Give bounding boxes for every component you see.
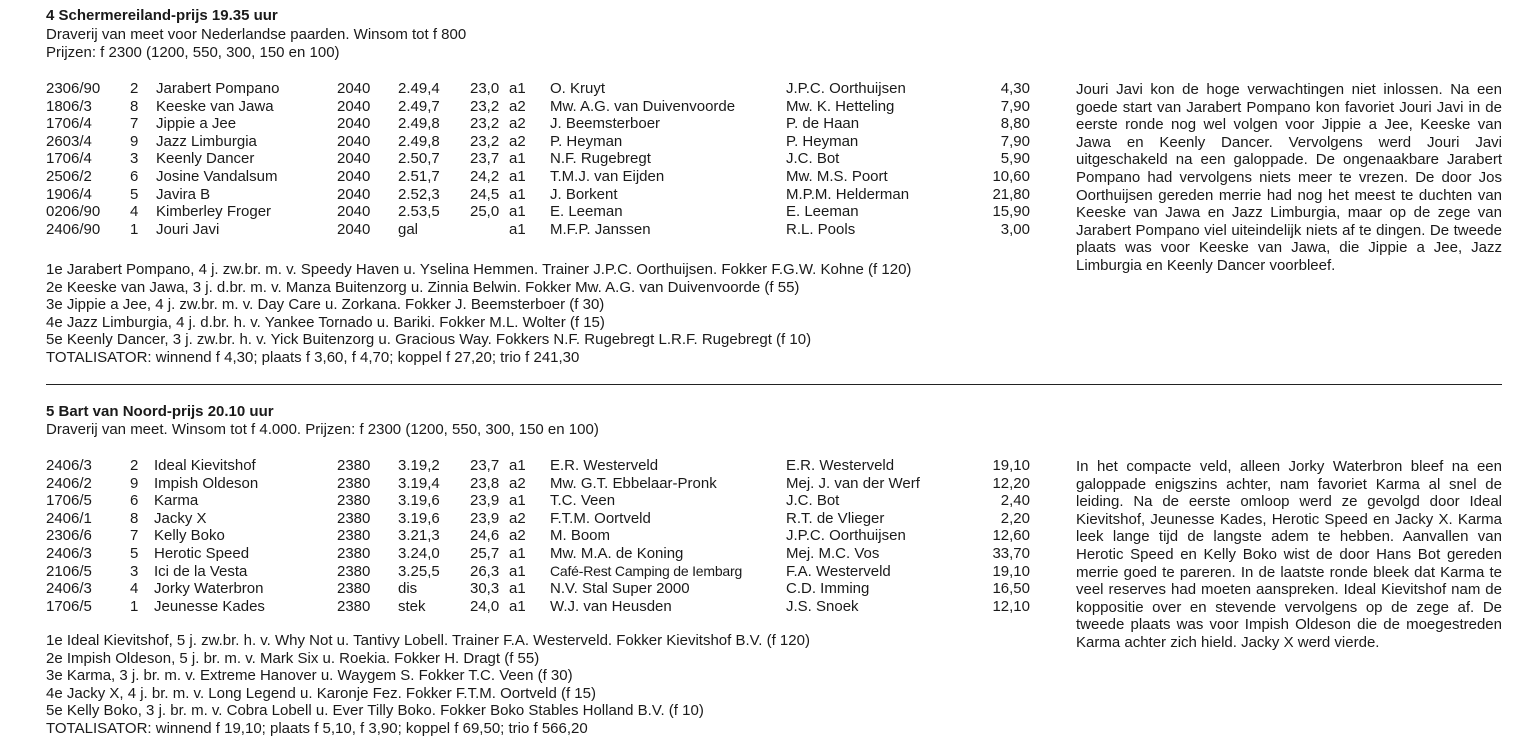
trainer: Mej. M.C. Vos: [786, 545, 880, 562]
horse-name: Jouri Javi: [156, 220, 220, 238]
form-cell: 1706/5: [46, 597, 92, 615]
time: 2.49,4: [398, 80, 440, 97]
distance: 2380: [337, 562, 371, 580]
horse-name: Kimberley Froger: [156, 203, 272, 221]
form-cell: 2603/4: [46, 132, 92, 150]
horse-name: Impish Oldeson: [154, 474, 259, 492]
time: 3.25,5: [398, 562, 440, 580]
km-time: 23,7: [470, 150, 500, 168]
race-title: 4 Schermereiland-prijs 19.35 uur: [46, 7, 278, 24]
driver: N.F. Rugebregt: [550, 150, 651, 168]
start-position: a2: [509, 527, 526, 545]
time: 3.24,0: [398, 545, 440, 562]
driver: M.F.P. Janssen: [550, 220, 651, 238]
trainer: J.C. Bot: [786, 150, 840, 168]
odds: 33,70: [992, 545, 1030, 562]
km-time: 26,3: [470, 562, 500, 580]
km-time: 23,9: [470, 509, 500, 527]
km-time: 23,9: [470, 492, 500, 510]
form-cell: 2306/6: [46, 527, 92, 545]
driver: T.M.J. van Eijden: [550, 168, 665, 185]
start-position: a1: [509, 220, 526, 238]
horse-name: Ici de la Vesta: [154, 562, 248, 580]
distance: 2380: [337, 597, 371, 615]
odds: 7,90: [1000, 132, 1030, 150]
km-time: 23,2: [470, 132, 500, 150]
start-position: a1: [509, 203, 526, 221]
driver: E. Leeman: [550, 203, 623, 221]
trainer: E. Leeman: [786, 203, 859, 221]
km-time: 30,3: [470, 580, 500, 598]
km-time: 23,2: [470, 115, 500, 133]
odds: 12,60: [992, 527, 1030, 545]
form-cell: 1806/3: [46, 97, 92, 115]
placing-line: 5e Kelly Boko, 3 j. br. m. v. Cobra Lobell u. Ever Tilly Boko. Fokker Boko Stables Holland B.V. (f 10): [46, 702, 704, 720]
start-position: a2: [509, 132, 526, 150]
distance: 2380: [337, 580, 371, 598]
trainer: J.S. Snoek: [786, 597, 859, 615]
distance: 2380: [337, 492, 371, 510]
time: stek: [398, 597, 426, 615]
km-time: 23,0: [470, 80, 500, 97]
start-number: 8: [130, 509, 139, 527]
trainer: J.C. Bot: [786, 492, 840, 510]
horse-name: Keenly Dancer: [156, 150, 255, 168]
start-position: a2: [509, 474, 526, 492]
distance: 2040: [337, 97, 371, 115]
driver: Mw. A.G. van Duivenvoorde: [550, 97, 736, 115]
trainer: R.T. de Vlieger: [786, 509, 885, 527]
start-number: 3: [130, 150, 139, 168]
trainer: Mw. M.S. Poort: [786, 168, 888, 185]
horse-name: Jacky X: [154, 509, 207, 527]
start-position: a1: [509, 168, 526, 185]
time: 2.51,7: [398, 168, 440, 185]
form-cell: 1706/4: [46, 150, 92, 168]
form-cell: 2406/3: [46, 545, 92, 562]
driver: Café-Rest Camping de Iembarg: [550, 562, 743, 579]
distance: 2040: [337, 203, 371, 221]
horse-name: Ideal Kievitshof: [154, 457, 256, 474]
start-number: 2: [130, 457, 139, 474]
odds: 2,20: [1000, 509, 1030, 527]
placing-line: 3e Karma, 3 j. br. m. v. Extreme Hanover u. Waygem S. Fokker T.C. Veen (f 30): [46, 667, 573, 685]
form-cell: 2406/1: [46, 509, 92, 527]
trainer: J.P.C. Oorthuijsen: [786, 527, 906, 545]
distance: 2380: [337, 509, 371, 527]
form-cell: 2406/3: [46, 580, 92, 598]
trainer: P. Heyman: [786, 132, 859, 150]
distance: 2380: [337, 527, 371, 545]
odds: 8,80: [1000, 115, 1030, 133]
odds: 19,10: [992, 457, 1030, 474]
totalisator-line: TOTALISATOR: winnend f 4,30; plaats f 3,60, f 4,70; koppel f 27,20; trio f 241,30: [46, 349, 580, 366]
km-time: 23,7: [470, 457, 500, 474]
driver: J. Borkent: [550, 185, 618, 203]
form-cell: 2506/2: [46, 168, 92, 185]
race-commentary: In het compacte veld, alleen Jorky Waterbron bleef na een galoppade enigszins achter, nam favoriet Karma al snel de leiding. Na de eerste omloop werd ze gevolgd door Ideal Kievitshof, Jeunesse Kades, Herotic Speed en Jacky X. Karma leek lange tijd de langste adem te hebben. Aanvallen van Herotic Speed en Kelly Boko wist de door Hans Bot gereden merrie goed te pareren. In de laatste ronde bleek dat Karma te veel reserves had moeten aanspreken. Ideal Kievitshof nam de koppositie over en stevende vervolgens op de zege af. De tweede plaats was voor Impish Oldeson die de moegestreden Karma achter zich hield. Jacky X werd vierde.: [1076, 458, 1502, 651]
start-number: 2: [130, 80, 139, 97]
distance: 2380: [337, 545, 371, 562]
form-cell: 2306/90: [46, 80, 101, 97]
distance: 2040: [337, 185, 371, 203]
odds: 4,30: [1000, 80, 1030, 97]
trainer: J.P.C. Oorthuijsen: [786, 80, 906, 97]
form-cell: 2106/5: [46, 562, 92, 580]
odds: 3,00: [1000, 220, 1030, 238]
placing-line: 1e Ideal Kievitshof, 5 j. zw.br. h. v. Why Not u. Tantivy Lobell. Trainer F.A. Westerveld. Fokker Kievitshof B.V. (f 120): [46, 632, 810, 649]
driver: W.J. van Heusden: [550, 597, 672, 615]
form-cell: 2406/3: [46, 457, 92, 474]
race-conditions: Draverij van meet. Winsom tot f 4.000. Prijzen: f 2300 (1200, 550, 300, 150 en 100): [46, 421, 599, 438]
start-number: 8: [130, 97, 139, 115]
driver: Mw. G.T. Ebbelaar-Pronk: [550, 474, 717, 492]
driver: F.T.M. Oortveld: [550, 509, 651, 527]
time: 3.19,6: [398, 509, 440, 527]
time: 3.19,2: [398, 457, 440, 474]
driver: J. Beemsterboer: [550, 115, 661, 133]
time: 2.52,3: [398, 185, 440, 203]
start-position: a1: [509, 545, 526, 562]
time: 2.49,7: [398, 97, 440, 115]
race-conditions: Draverij van meet voor Nederlandse paarden. Winsom tot f 800: [46, 26, 467, 43]
distance: 2380: [337, 474, 371, 492]
start-position: a1: [509, 150, 526, 168]
trainer: R.L. Pools: [786, 220, 856, 238]
odds: 16,50: [992, 580, 1030, 598]
trainer: Mej. J. van der Werf: [786, 474, 920, 492]
distance: 2380: [337, 457, 371, 474]
start-position: a1: [509, 80, 526, 97]
odds: 2,40: [1000, 492, 1030, 510]
race-commentary: Jouri Javi kon de hoge verwachtingen niet inlossen. Na een goede start van Jarabert Pompano kon favoriet Jouri Javi in de eerste ronde nog wel volgen voor Jippie a Jee, Keeske van Jawa en Keenly Dancer. Vervolgens werd Jouri Javi uitgeschakeld na een galoppade. De ongenaakbare Jarabert Pompano had vervolgens niets meer te vrezen. De door Jos Oorthuijsen gereden merrie had nog het meest te duchten van Keeske van Jawa en Jazz Limburgia, maar op de zege van Jarabert Pompano viel uiteindelijk niets af te dingen. De tweede plaats was voor Keeske van Jawa, die Jippie a Jee, Jazz Limburgia en Keenly Dancer voorbleef.: [1076, 81, 1502, 274]
start-position: a1: [509, 580, 526, 598]
trainer: E.R. Westerveld: [786, 457, 895, 474]
km-time: 24,0: [470, 597, 500, 615]
distance: 2040: [337, 220, 371, 238]
km-time: 24,2: [470, 168, 500, 185]
placing-line: 3e Jippie a Jee, 4 j. zw.br. m. v. Day Care u. Zorkana. Fokker J. Beemsterboer (f 30): [46, 296, 605, 314]
start-number: 6: [130, 168, 139, 185]
placing-line: 4e Jazz Limburgia, 4 j. d.br. h. v. Yankee Tornado u. Bariki. Fokker M.L. Wolter (f 15): [46, 313, 605, 331]
start-position: a1: [509, 597, 526, 615]
horse-name: Jarabert Pompano: [156, 80, 280, 97]
trainer: C.D. Imming: [786, 580, 870, 598]
driver: O. Kruyt: [550, 80, 606, 97]
horse-name: Jorky Waterbron: [154, 580, 264, 598]
section-divider: [46, 384, 1502, 385]
start-number: 1: [130, 220, 139, 238]
totalisator-line: TOTALISATOR: winnend f 19,10; plaats f 5,10, f 3,90; koppel f 69,50; trio f 566,20: [46, 720, 588, 737]
form-cell: 0206/90: [46, 203, 101, 221]
start-number: 9: [130, 474, 139, 492]
form-cell: 1706/5: [46, 492, 92, 510]
form-cell: 1906/4: [46, 185, 92, 203]
trainer: Mw. K. Hetteling: [786, 97, 895, 115]
horse-name: Karma: [154, 492, 199, 510]
distance: 2040: [337, 132, 371, 150]
start-number: 5: [130, 545, 139, 562]
race-prizes: Prijzen: f 2300 (1200, 550, 300, 150 en 100): [46, 44, 340, 61]
horse-name: Jazz Limburgia: [156, 132, 257, 150]
km-time: 25,0: [470, 203, 500, 221]
time: 3.19,4: [398, 474, 440, 492]
km-time: 24,6: [470, 527, 500, 545]
odds: 7,90: [1000, 97, 1030, 115]
distance: 2040: [337, 80, 371, 97]
placing-line: 1e Jarabert Pompano, 4 j. zw.br. m. v. Speedy Haven u. Yselina Hemmen. Trainer J.P.C. Oorthuijsen. Fokker F.G.W. Kohne (f 120): [46, 261, 912, 278]
trainer: M.P.M. Helderman: [786, 185, 910, 203]
form-cell: 2406/90: [46, 220, 101, 238]
start-position: a1: [509, 492, 526, 510]
form-cell: 2406/2: [46, 474, 92, 492]
time: 2.49,8: [398, 115, 440, 133]
start-position: a1: [509, 562, 526, 580]
driver: T.C. Veen: [550, 492, 616, 510]
start-number: 3: [130, 562, 139, 580]
distance: 2040: [337, 115, 371, 133]
start-number: 1: [130, 597, 139, 615]
horse-name: Keeske van Jawa: [156, 97, 274, 115]
distance: 2040: [337, 168, 371, 185]
start-number: 7: [130, 527, 139, 545]
odds: 10,60: [992, 168, 1030, 185]
odds: 15,90: [992, 203, 1030, 221]
time: 2.50,7: [398, 150, 440, 168]
horse-name: Jippie a Jee: [156, 115, 237, 133]
driver: M. Boom: [550, 527, 611, 545]
placing-line: 4e Jacky X, 4 j. br. m. v. Long Legend u. Karonje Fez. Fokker F.T.M. Oortveld (f 15): [46, 684, 596, 702]
start-number: 4: [130, 580, 139, 598]
time: dis: [398, 580, 418, 598]
start-number: 9: [130, 132, 139, 150]
start-position: a1: [509, 185, 526, 203]
start-number: 6: [130, 492, 139, 510]
time: 2.49,8: [398, 132, 440, 150]
driver: N.V. Stal Super 2000: [550, 580, 690, 598]
horse-name: Kelly Boko: [154, 527, 225, 545]
race-title: 5 Bart van Noord-prijs 20.10 uur: [46, 403, 274, 420]
start-number: 4: [130, 203, 139, 221]
km-time: 23,2: [470, 97, 500, 115]
placing-line: 2e Impish Oldeson, 5 j. br. m. v. Mark Six u. Roekia. Fokker H. Dragt (f 55): [46, 649, 540, 667]
horse-name: Jeunesse Kades: [154, 597, 265, 615]
km-time: 25,7: [470, 545, 500, 562]
distance: 2040: [337, 150, 371, 168]
odds: 12,20: [992, 474, 1030, 492]
start-position: a2: [509, 509, 526, 527]
driver: Mw. M.A. de Koning: [550, 545, 684, 562]
placing-line: 2e Keeske van Jawa, 3 j. d.br. m. v. Manza Buitenzorg u. Zinnia Belwin. Fokker Mw. A.G. van Duivenvoorde (f 55): [46, 278, 800, 296]
time: 3.19,6: [398, 492, 440, 510]
horse-name: Herotic Speed: [154, 545, 250, 562]
horse-name: Josine Vandalsum: [156, 168, 278, 185]
start-number: 7: [130, 115, 139, 133]
start-position: a2: [509, 97, 526, 115]
driver: P. Heyman: [550, 132, 623, 150]
odds: 21,80: [992, 185, 1030, 203]
form-cell: 1706/4: [46, 115, 92, 133]
start-number: 5: [130, 185, 139, 203]
odds: 19,10: [992, 562, 1030, 580]
horse-name: Javira B: [156, 185, 211, 203]
time: gal: [398, 220, 419, 238]
km-time: 24,5: [470, 185, 500, 203]
odds: 5,90: [1000, 150, 1030, 168]
driver: E.R. Westerveld: [550, 457, 659, 474]
placing-line: 5e Keenly Dancer, 3 j. zw.br. h. v. Yick Buitenzorg u. Gracious Way. Fokkers N.F. Rugebregt L.R.F. Rugebregt (f 10): [46, 331, 812, 349]
start-position: a1: [509, 457, 526, 474]
start-position: a2: [509, 115, 526, 133]
trainer: P. de Haan: [786, 115, 860, 133]
km-time: 23,8: [470, 474, 500, 492]
trainer: F.A. Westerveld: [786, 562, 891, 580]
time: 2.53,5: [398, 203, 440, 221]
odds: 12,10: [992, 597, 1030, 615]
time: 3.21,3: [398, 527, 440, 545]
